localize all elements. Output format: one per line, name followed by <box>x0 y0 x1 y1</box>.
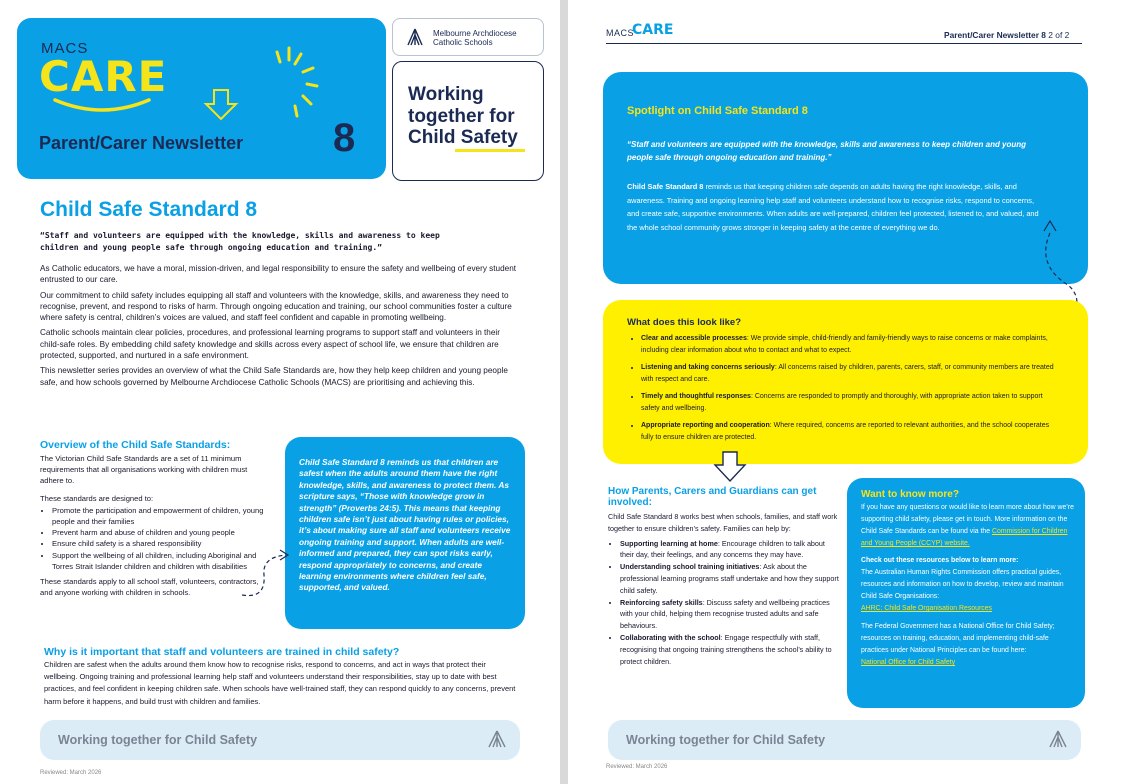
list-item: • Ensure child safety is a shared responsibility <box>52 538 272 549</box>
header-title: Parent/Carer Newsletter <box>944 30 1039 40</box>
list-item <box>620 597 840 632</box>
macs-emblem-icon <box>488 730 506 748</box>
header-num: 8 <box>1041 30 1046 40</box>
item-text: : Encourage children to talk about their day, their feelings, and any concerns they may have. <box>620 538 825 560</box>
list-item: • Prevent harm and abuse of children and young people <box>52 527 272 538</box>
know-more-box <box>847 478 1085 708</box>
overview-intro: The Victorian Child Safe Standards are a set of 11 minimum requirements that all organisations working with children must adhere to. <box>40 454 248 486</box>
parents-section <box>608 511 840 667</box>
ccyp-link[interactable]: Commission for Children and Young People (CCYP) website. <box>861 528 1068 547</box>
tagline-line3: Child Safety <box>408 127 518 148</box>
paragraph: As Catholic educators, we have a moral, mission-driven, and legal responsibility to ensure the safety and wellbeing of every student entrusted to our care. <box>40 264 517 285</box>
overview-closing: These standards apply to all school staff, volunteers, contractors, and anyone working with children in schools. <box>40 577 259 598</box>
item-bold: Understanding school training initiatives <box>620 562 760 572</box>
paragraph: Our commitment to child safety includes equipping all staff and volunteers with the knowledge, skills, and awareness they need to recognise, prevent, and respond to risks of harm. Through ongoing education and training, our school communities foster a culture where safety is central, children’s voices are valued, and staff feel confident and capable in promoting wellbeing. <box>40 290 512 323</box>
know-more-heading: Want to know more? <box>861 489 959 500</box>
page-header-right <box>944 30 1069 40</box>
macs-emblem-icon <box>1049 730 1067 748</box>
item-bold: Clear and accessible processes <box>641 335 747 342</box>
parents-list <box>608 538 840 668</box>
list-item <box>620 632 840 667</box>
tagline-line1: Working <box>408 84 484 105</box>
sparkle-icon <box>267 46 327 126</box>
list-item <box>641 391 1061 415</box>
logo-line1: Melbourne Archdiocese <box>433 29 517 38</box>
down-arrow-icon <box>203 88 239 122</box>
list-item <box>641 420 1061 444</box>
know-more-p2: The Australian Human Rights Commission offers practical guides, resources and information on how to develop, review and maintain Child Safe Organisations: <box>861 569 1064 600</box>
paragraph: This newsletter series provides an overview of what the Child Safe Standards are, how they help keep children and young people safe, and how schools governed by Melbourne Archdiocese Catholic Schools (MACS) are prioritising and achieving this. <box>40 366 508 387</box>
parents-heading: How Parents, Carers and Guardians can get involved: <box>608 486 817 508</box>
macs-brand: MACS <box>41 40 89 57</box>
spotlight-quote: “Staff and volunteers are equipped with the knowledge, skills and awareness to keep children and young people safe through ongoing education and training.” <box>627 140 1027 162</box>
overview-designed: These standards are designed to: <box>40 493 154 503</box>
page-title: Child Safe Standard 8 <box>40 198 258 221</box>
why-body: Children are safest when the adults around them know how to recognise risks, respond to concerns, and act in ways that protect their wellbeing. Ongoing training and professional learning help staff and volunteers understand their responsibilities, stay up to date with best practices, and feel confident in keeping children safe. When schools have well-trained staff, they can respond quickly to any concerns, prevent harm before it happens, and build trust with children and families. <box>44 660 516 706</box>
item-text: : We provide simple, child-friendly and family-friendly ways to raise concerns or make complaints, including clear information about who to contact and what to expect. <box>641 335 1048 354</box>
issue-number: 8 <box>333 116 356 160</box>
standard-quote: “Staff and volunteers are equipped with the knowledge, skills and awareness to keep children and young people safe through ongoing education and training.” <box>40 231 440 252</box>
newsletter-page-1 <box>0 0 560 784</box>
down-arrow-icon <box>713 450 747 484</box>
callout-text: Child Safe Standard 8 reminds us that children are safest when the adults around them have the right knowledge, skills, and awareness to protect them. As scripture says, “Those with knowledge grow in strength” (Proverbs 24:5). This means that keeping children safe isn’t just about having rules or policies, it’s about making sure all staff and volunteers receive ongoing training and support. When adults are well-informed and prepared, they can spot risks early, respond appropriately to concerns, and create learning environments where children feel safe, supported, and valued. <box>299 457 511 593</box>
spotlight-box <box>603 72 1088 284</box>
newsletter-page-2 <box>568 0 1121 784</box>
overview-heading: Overview of the Child Safe Standards: <box>40 439 231 451</box>
macs-logo-box <box>392 18 544 56</box>
item-bold: Appropriate reporting and cooperation <box>641 422 770 429</box>
reviewed-date: Reviewed: March 2026 <box>606 764 668 770</box>
header-rule <box>606 43 1082 44</box>
header-banner <box>17 18 386 179</box>
national-office-link[interactable]: National Office for Child Safety <box>861 659 956 666</box>
ahrc-link[interactable]: AHRC: Child Safe Organisation Resources <box>861 605 992 612</box>
list-item <box>620 561 840 596</box>
spotlight-body-bold: Child Safe Standard 8 <box>627 182 704 191</box>
spotlight-body-text: reminds us that keeping children safe depends on adults having the right knowledge, skills, and awareness. Training and ongoing learning help staff and volunteers understand how to recognise risks, respond to concerns, and create safe, supportive environments. When adults are well-prepared, children feel protected, listened to, and valued, and the whole school community grows stronger in keeping safety at the centre of everything we do. <box>627 182 1039 232</box>
paragraph: Catholic schools maintain clear policies, procedures, and professional learning programs to support staff and volunteers in their child-safe roles. By embedding child safety knowledge and skills across every aspect of school life, we ensure that children are protected, supported, and nurtured in a safe environment. <box>40 328 500 361</box>
dashed-arrow-icon <box>236 545 296 600</box>
item-text: : Concerns are responded to promptly and thoroughly, with appropriate action taken to support safety and wellbeing. <box>641 393 1043 412</box>
item-bold: Reinforcing safety skills <box>620 597 703 607</box>
parents-intro: Child Safe Standard 8 works best when schools, families, and staff work together to ensure children’s safety. Families can help by: <box>608 512 838 533</box>
looks-like-list <box>629 333 1061 444</box>
tagline-box <box>392 61 544 181</box>
looks-like-box <box>603 300 1088 464</box>
item-bold: Timely and thoughtful responses <box>641 393 751 400</box>
footer-banner <box>40 720 520 760</box>
item-text: : Engage respectfully with staff, recognising that ongoing training strengthens the school’s ability to protect children. <box>620 632 832 666</box>
footer-text: Working together for Child Safety <box>58 733 258 747</box>
item-bold: Listening and taking concerns seriously <box>641 364 775 371</box>
item-text: : Discuss safety and wellbeing practices with your child, helping them recognise trusted adults and safe behaviours. <box>620 597 830 631</box>
tagline-line2: together for <box>408 106 515 127</box>
list-item: • Support the wellbeing of all children, including Aboriginal and Torres Strait Islander children and children with disabilities <box>52 550 272 572</box>
spotlight-body <box>627 180 1047 234</box>
newsletter-title: Parent/Carer Newsletter <box>39 133 244 153</box>
footer-text: Working together for Child Safety <box>626 733 826 747</box>
know-more-body <box>861 502 1075 669</box>
macs-brand: MACS <box>606 28 635 38</box>
spotlight-heading: Spotlight on Child Safe Standard 8 <box>627 105 808 117</box>
noc-link-row <box>861 657 1075 669</box>
item-text: : All concerns raised by children, parents, carers, staff, or community members are treated with respect and care. <box>641 364 1054 383</box>
item-bold: Supporting learning at home <box>620 538 718 548</box>
care-logo: CARE <box>39 52 168 101</box>
list-item <box>641 362 1061 386</box>
header-pageof: 2 of 2 <box>1048 30 1070 40</box>
item-bold: Collaborating with the school <box>620 632 721 642</box>
list-item <box>620 538 840 562</box>
why-heading: Why is it important that staff and volunteers are trained in child safety? <box>44 646 400 658</box>
footer-banner <box>608 720 1081 760</box>
logo-line2: Catholic Schools <box>433 38 493 47</box>
smile-icon <box>47 96 157 116</box>
know-more-check: Check out these resources below to learn more: <box>861 557 1019 564</box>
macs-emblem-icon <box>407 28 423 46</box>
know-more-p1 <box>861 502 1075 550</box>
item-text: : Where required, concerns are reported to relevant authorities, and the school cooperates fully to ensure children are protected. <box>641 422 1050 441</box>
list-item <box>641 333 1061 357</box>
know-more-p1-text: If you have any questions or would like to learn more about how we’re supporting child safety, please get in touch. More information on the Child Safe Standards can be found via the <box>861 504 1074 535</box>
tagline-underline <box>455 149 525 152</box>
know-more-p3: The Federal Government has a National Office for Child Safety; resources on training, education, and implementing child-safe practices under National Principles can be found here: <box>861 623 1055 654</box>
intro-paragraphs <box>40 263 520 388</box>
looks-like-heading: What does this look like? <box>627 317 742 328</box>
ahrc-link-row <box>861 603 1075 615</box>
reviewed-date: Reviewed: March 2026 <box>40 770 102 776</box>
callout-box <box>285 437 525 629</box>
care-logo: CARE <box>632 22 674 38</box>
item-text: : Ask about the professional learning programs staff undertake and how they support child safety. <box>620 562 839 595</box>
list-item: • Promote the participation and empowerment of children, young people and their families <box>52 505 272 527</box>
